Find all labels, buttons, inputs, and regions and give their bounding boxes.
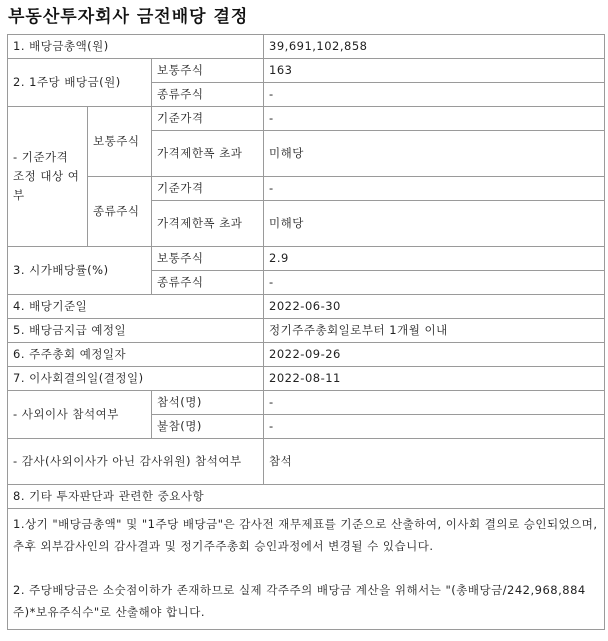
dps-common-value: 163 bbox=[264, 59, 605, 83]
adj-preferred-stock-label: 종류주식 bbox=[88, 177, 152, 247]
table-row bbox=[8, 343, 605, 367]
payment-date-value: 정기주주총회일로부터 1개월 이내 bbox=[264, 319, 605, 343]
adj-preferred-price-limit-value: 미해당 bbox=[264, 201, 605, 247]
adj-common-price-limit-value: 미해당 bbox=[264, 131, 605, 177]
outside-present-label: 참석(명) bbox=[152, 391, 264, 415]
table-row bbox=[8, 509, 605, 630]
table-row bbox=[8, 35, 605, 59]
adj-common-base-price-value: - bbox=[264, 107, 605, 131]
outside-director-attendance-label: - 사외이사 참석여부 bbox=[8, 391, 152, 439]
preferred-stock-label: 종류주식 bbox=[152, 83, 264, 107]
outside-present-value: - bbox=[264, 391, 605, 415]
table-row bbox=[8, 295, 605, 319]
adj-preferred-base-price-label: 기준가격 bbox=[152, 177, 264, 201]
table-row bbox=[8, 107, 605, 131]
yield-common-value: 2.9 bbox=[264, 247, 605, 271]
table-row bbox=[8, 247, 605, 271]
payment-date-label: 5. 배당금지급 예정일 bbox=[8, 319, 264, 343]
record-date-label: 4. 배당기준일 bbox=[8, 295, 264, 319]
yield-preferred-stock-label: 종류주식 bbox=[152, 271, 264, 295]
table-row bbox=[8, 177, 605, 201]
auditor-attendance-label: - 감사(사외이사가 아닌 감사위원) 참석여부 bbox=[8, 439, 264, 485]
dividend-total-value: 39,691,102,858 bbox=[264, 35, 605, 59]
dps-preferred-value: - bbox=[264, 83, 605, 107]
table-row bbox=[8, 367, 605, 391]
common-stock-label: 보통주식 bbox=[152, 59, 264, 83]
record-date-value: 2022-06-30 bbox=[264, 295, 605, 319]
table-row bbox=[8, 439, 605, 485]
adj-preferred-base-price-value: - bbox=[264, 177, 605, 201]
board-resolution-date-label: 7. 이사회결의일(결정일) bbox=[8, 367, 264, 391]
adj-preferred-price-limit-label: 가격제한폭 초과 bbox=[152, 201, 264, 247]
board-resolution-date-value: 2022-08-11 bbox=[264, 367, 605, 391]
adj-common-price-limit-label: 가격제한폭 초과 bbox=[152, 131, 264, 177]
agm-date-label: 6. 주주총회 예정일자 bbox=[8, 343, 264, 367]
other-matters-label: 8. 기타 투자판단과 관련한 중요사항 bbox=[8, 485, 605, 509]
table-row bbox=[8, 59, 605, 83]
other-matters-notes: 1.상기 "배당금총액" 및 "1주당 배당금"은 감사전 재무제표를 기준으로 산출하여, 이사회 결의로 승인되었으며, 추후 외부감사인의 감사결과 및 정기주주총회 승인과정에서 변경될 수 있습니다. 2. 주당배당금은 소숫점이하가 존재하므로 실제 각주주의 배당금 계산을 위해서는 "(총배당금/242,968,884주)*보유주식수"로 산출해야 합니다. bbox=[8, 509, 605, 630]
dividend-per-share-label: 2. 1주당 배당금(원) bbox=[8, 59, 152, 107]
table-row bbox=[8, 485, 605, 509]
outside-absent-label: 불참(명) bbox=[152, 415, 264, 439]
dividend-total-label: 1. 배당금총액(원) bbox=[8, 35, 264, 59]
adj-common-base-price-label: 기준가격 bbox=[152, 107, 264, 131]
agm-date-value: 2022-09-26 bbox=[264, 343, 605, 367]
auditor-attendance-value: 참석 bbox=[264, 439, 605, 485]
page-title: 부동산투자회사 금전배당 결정 bbox=[8, 7, 249, 27]
outside-absent-value: - bbox=[264, 415, 605, 439]
base-price-adjustment-label: - 기준가격 조정 대상 여부 bbox=[8, 107, 88, 247]
yield-common-stock-label: 보통주식 bbox=[152, 247, 264, 271]
disclosure-table bbox=[7, 34, 605, 630]
table-row bbox=[8, 391, 605, 415]
adj-common-stock-label: 보통주식 bbox=[88, 107, 152, 177]
market-yield-label: 3. 시가배당률(%) bbox=[8, 247, 152, 295]
yield-preferred-value: - bbox=[264, 271, 605, 295]
table-row bbox=[8, 319, 605, 343]
